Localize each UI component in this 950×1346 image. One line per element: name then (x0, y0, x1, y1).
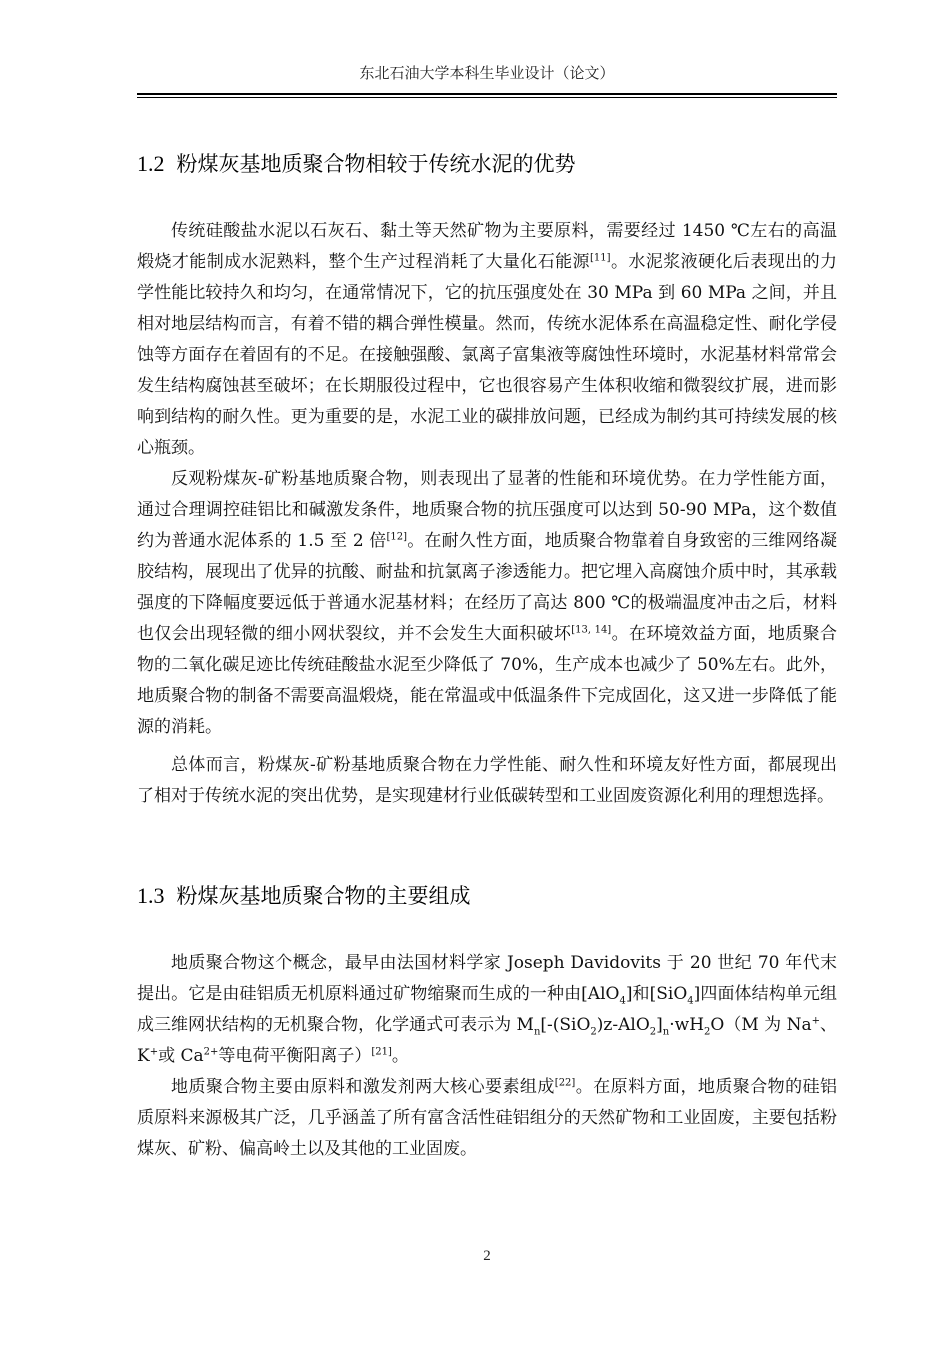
running-header: 东北石油大学本科生毕业设计（论文） (359, 64, 615, 82)
section-title: 粉煤灰基地质聚合物的主要组成 (176, 884, 471, 908)
paragraph-text: 等电荷平衡阳离子） (218, 1046, 372, 1066)
citation-ref: [13, 14] (571, 624, 612, 636)
section-number: 1.3 (137, 883, 165, 908)
citation-ref: [12] (386, 531, 407, 543)
citation-ref: [21] (371, 1046, 392, 1058)
subscript: 2 (649, 1026, 657, 1038)
subscript: 2 (704, 1026, 711, 1038)
paragraph-text: ]四面体结构单元组成三维网状结构的无机聚合物，化学通式可表示为 M (137, 984, 837, 1035)
paragraph-1-3-2 (137, 1072, 837, 1165)
paragraph-text: 地质聚合物主要由原料和激发剂两大核心要素组成 (171, 1077, 555, 1097)
paragraph-text: 。在原料方面，地质聚合物的硅铝质原料来源极其广泛，几乎涵盖了所有富含活性硅铝组分的天然矿物和工业固废，主要包括粉煤灰、矿粉、偏高岭土以及其他的工业固废。 (137, 1077, 838, 1159)
citation-ref: [11] (589, 252, 611, 264)
paragraph-1-2-3: 总体而言，粉煤灰-矿粉基地质聚合物在力学性能、耐久性和环境友好性方面，都展现出了相对于传统水泥的突出优势，是实现建材行业低碳转型和工业固废资源化利用的理想选择。 (137, 755, 837, 806)
paragraph-text: 传统硅酸盐水泥以石灰石、黏土等天然矿物为主要原料，需要经过 1450 ℃左右的高温煅烧才能制成水泥熟料，整个生产过程消耗了大量化石能源 (137, 221, 837, 272)
page-number: 2 (483, 1248, 491, 1264)
subscript: 4 (687, 995, 694, 1007)
paragraph-text: 地质聚合物这个概念，最早由法国材料学家 Joseph Davidovits 于 20 世纪 70 年代末提出。它是由硅铝质无机原料通过矿物缩聚而生成的一种由[AlO (137, 953, 837, 1004)
paragraph-1-3-1 (137, 948, 837, 1072)
paragraph-text: 反观粉煤灰-矿粉基地质聚合物，则表现出了显著的性能和环境优势。在力学性能方面，通过合理调控硅铝比和碱激发条件，地质聚合物的抗压强度可以达到 50-90 MPa，这个数值约为普通水泥体系的 1.5 至 2 倍 (137, 469, 837, 551)
paragraph-text: ] (656, 1015, 663, 1035)
paragraph-text: 。水泥浆液硬化后表现出的力学性能比较持久和均匀，在通常情况下，它的抗压强度处在 30 MPa 到 60 MPa 之间，并且相对地层结构而言，有着不错的耦合弹性模量。然而，传统水泥体系在高温稳定性、耐化学侵蚀等方面存在着固有的不足。在接触强酸、氯离子富集液等腐蚀性环境时，水泥基材料常常会发生结构腐蚀甚至破坏；在长期服役过程中，它也很容易产生体积收缩和微裂纹扩展，进而影响到结构的耐久性。更为重要的是，水泥工业的碳排放问题，已经成为制约其可持续发展的核心瓶颈。 (137, 252, 838, 458)
header-rule-thin (137, 97, 837, 98)
section-title: 粉煤灰基地质聚合物相较于传统水泥的优势 (176, 152, 576, 176)
paragraph-1-2-1 (137, 216, 837, 464)
citation-ref: [22] (554, 1077, 576, 1089)
superscript: + (811, 1015, 820, 1027)
paragraph-text: ]和[SiO (625, 984, 688, 1004)
subscript: 2 (590, 1026, 597, 1038)
superscript: + (149, 1046, 159, 1058)
paragraph-text: 。在耐久性方面，地质聚合物靠着自身致密的三维网络凝胶结构，展现出了优异的抗酸、耐盐和抗氯离子渗透能力。把它埋入高腐蚀介质中时，其承载强度的下降幅度要远低于普通水泥基材料；在经历了高达 800 ℃的极端温度冲击之后，材料也仅会出现轻微的细小网状裂纹，并不会发生大面积破坏 (137, 531, 837, 644)
paragraph-text: )z-AlO (596, 1015, 650, 1035)
subscript: n (533, 1026, 541, 1038)
section-number: 1.2 (137, 151, 165, 176)
paragraph-text: ·wH (669, 1015, 705, 1035)
paragraph-text: 、K (137, 1015, 838, 1066)
paragraph-text: 或 Ca (158, 1046, 204, 1066)
paragraph-1-2-2 (137, 464, 837, 743)
paragraph-text: 。 (391, 1046, 409, 1066)
paragraph-text: O（M 为 Na (710, 1015, 812, 1035)
section-heading-1-2 (137, 148, 837, 178)
subscript: n (662, 1026, 670, 1038)
superscript: 2+ (203, 1046, 219, 1058)
paragraph-text: 。在环境效益方面，地质聚合物的二氧化碳足迹比传统硅酸盐水泥至少降低了 70%，生产成本也减少了 50%左右。此外，地质聚合物的制备不需要高温煅烧，能在常温或中低温条件下完成固化，这又进一步降低了能源的消耗。 (137, 624, 838, 737)
section-heading-1-3 (137, 880, 837, 910)
header-rule-thick (137, 93, 837, 95)
subscript: 4 (619, 995, 626, 1007)
paragraph-text: [-(SiO (540, 1015, 591, 1035)
